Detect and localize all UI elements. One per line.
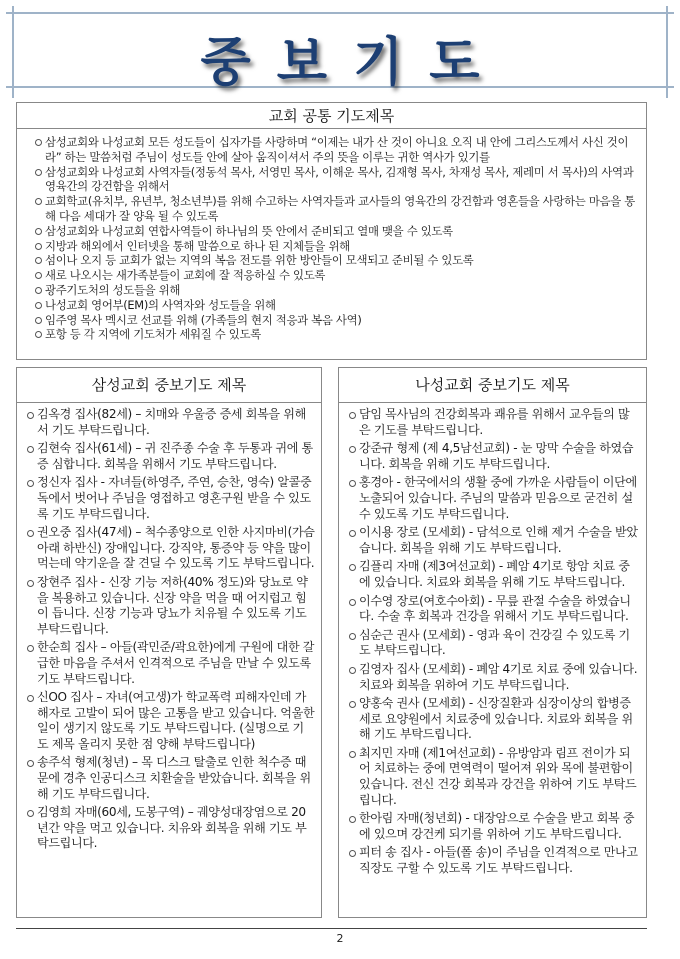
- common-prayer-list: [17, 129, 646, 342]
- list-item: 삼성교회와 나성교회 모든 성도들이 십자가를 사랑하며 “이제는 내가 산 것이 아니요 오직 내 안에 그리스도께서 사신 것이라” 하는 말씀처럼 주님이 성도들 안에 살아 움직이셔서 주의 뜻을 이루는 귀한 역사가 있기를: [35, 135, 636, 165]
- list-item: 지방과 해외에서 인터넷을 통해 말씀으로 하나 된 지체들을 위해: [35, 239, 636, 254]
- list-item: 피터 송 집사 - 아들(폴 송)이 주님을 인격적으로 만나고 직장도 구할 수 있도록 기도 부탁드립니다.: [349, 845, 640, 876]
- list-item: 송주석 형제(청년) – 목 디스크 탈출로 인한 척수증 때문에 경추 인공디스크 치환술을 받았습니다. 회복을 위해 기도 부탁드립니다.: [27, 755, 315, 802]
- list-item: 장현주 집사 - 신장 기능 저하(40% 정도)와 당뇨로 약을 복용하고 있습니다. 신장 약을 먹을 때 어지럽고 힘이 듭니다. 신장 기능과 당뇨가 치유될 수 있도록 기도 부탁드립니다.: [27, 575, 315, 637]
- list-item: 최지민 자매 (제1여선교회) - 유방암과 림프 전이가 되어 치료하는 중에 면역력이 떨어져 위와 목에 불편함이 있습니다. 전신 건강 회복과 강건을 위하여 기도 부탁드립니다.: [349, 746, 640, 808]
- samsung-prayer-list: [17, 403, 321, 852]
- title-banner: [6, 6, 674, 98]
- list-item: 새로 나오시는 새가족분들이 교회에 잘 적응하실 수 있도록: [35, 268, 636, 283]
- list-item: 권오중 집사(47세) – 척수종양으로 인한 사지마비(가슴 아래 하반신) 장애입니다. 강직약, 통증약 등 약을 많이 먹는데 약기운을 잘 견딜 수 있도록 기도 부탁드립니다.: [27, 525, 315, 572]
- list-item: 김영희 자매(60세, 도봉구역) – 궤양성대장염으로 20년간 약을 먹고 있습니다. 치유와 회복을 위해 기도 부탁드립니다.: [27, 805, 315, 852]
- nasung-prayer-heading: 나성교회 중보기도 제목: [339, 368, 646, 403]
- list-item: 광주기도처의 성도들을 위해: [35, 283, 636, 298]
- list-item: 한아림 자매(청년회) - 대장암으로 수술을 받고 회복 중에 있으며 강건케 되기를 위하여 기도 부탁드립니다.: [349, 811, 640, 842]
- list-item: 임주영 목사 멕시코 선교를 위해 (가족들의 현지 적응과 복음 사역): [35, 313, 636, 328]
- list-item: 한순희 집사 – 아들(곽민준/곽요한)에게 구원에 대한 갈급한 마음을 주셔서 인격적으로 주님을 만날 수 있도록 기도 부탁드립니다.: [27, 640, 315, 687]
- list-item: 삼성교회와 나성교회 사역자들(정동석 목사, 서영민 목사, 이해운 목사, 김재형 목사, 차재성 목사, 제레미 서 목사)의 사역과 영육간의 강건함을 위해서: [35, 165, 636, 195]
- list-item: 김영자 집사 (모세회) - 폐암 4기로 치료 중에 있습니다. 치료와 회복을 위하여 기도 부탁드립니다.: [349, 662, 640, 693]
- nasung-prayer-box: [338, 367, 647, 918]
- page-title: 중보기도: [200, 33, 506, 93]
- samsung-prayer-heading: 삼성교회 중보기도 제목: [17, 368, 321, 403]
- page-number: 2: [336, 932, 344, 945]
- list-item: 정신자 집사 - 자녀들(하영주, 주연, 승찬, 영숙) 알콜중독에서 벗어나 주님을 영접하고 영혼구원 받을 수 있도록 기도 부탁드립니다.: [27, 475, 315, 522]
- list-item: 담임 목사님의 건강회복과 쾌유를 위해서 교우들의 많은 기도를 부탁드립니다.: [349, 407, 640, 438]
- footer-divider: [16, 928, 647, 929]
- list-item: 김현숙 집사(61세) – 귀 진주종 수술 후 두통과 귀에 통증 심합니다. 회복을 위해서 기도 부탁드립니다.: [27, 441, 315, 472]
- list-item: 신OO 집사 – 자녀(여고생)가 학교폭력 피해자인데 가해자로 고발이 되어 많은 고통을 받고 있습니다. 억울한 일이 생기지 않도록 기도 부탁드립니다. (실명으로 기도 제목 올리지 못한 점 양해 부탁드립니다): [27, 690, 315, 752]
- list-item: 교회학교(유치부, 유년부, 청소년부)를 위해 수고하는 사역자들과 교사들의 영육간의 강건함과 영혼들을 사랑하는 마음을 통해 다음 세대가 잘 양육 될 수 있도록: [35, 194, 636, 224]
- list-item: 이시용 장로 (모세회) - 담석으로 인해 제거 수술을 받았습니다. 회복을 위해 기도 부탁드립니다.: [349, 525, 640, 556]
- list-item: 김옥경 집사(82세) – 치매와 우울증 증세 회복을 위해서 기도 부탁드립니다.: [27, 407, 315, 438]
- list-item: 이수영 장로(여호수아회) - 무릎 관절 수술을 하였습니다. 수술 후 회복과 건강을 위해서 기도 부탁드립니다.: [349, 594, 640, 625]
- list-item: 포항 등 각 지역에 기도처가 세워질 수 있도록: [35, 327, 636, 342]
- list-item: 강준규 형제 (제 4,5남선교회) - 눈 망막 수술을 하였습니다. 회복을 위해 기도 부탁드립니다.: [349, 441, 640, 472]
- nasung-prayer-list: [339, 403, 646, 877]
- common-prayer-heading: 교회 공통 기도제목: [17, 103, 646, 129]
- samsung-prayer-box: [16, 367, 322, 918]
- list-item: 홍경아 - 한국에서의 생활 중에 가까운 사람들이 이단에 노출되어 있습니다. 주님의 말씀과 믿음으로 굳건히 설 수 있도록 기도 부탁드립니다.: [349, 475, 640, 522]
- list-item: 김플리 자매 (제3여선교회) - 폐암 4기로 항암 치료 중에 있습니다. 치료와 회복을 위해 기도 부탁드립니다.: [349, 559, 640, 590]
- common-prayer-box: [16, 102, 647, 360]
- list-item: 양홍숙 권사 (모세회) - 신장질환과 심장이상의 합병증세로 요양원에서 치료중에 있습니다. 치료와 회복을 위해 기도 부탁드립니다.: [349, 696, 640, 743]
- list-item: 심순근 권사 (모세회) - 영과 육이 건강길 수 있도록 기도 부탁드립니다.: [349, 628, 640, 659]
- list-item: 섬이나 오지 등 교회가 없는 지역의 복음 전도를 위한 방안들이 모색되고 준비될 수 있도록: [35, 253, 636, 268]
- list-item: 나성교회 영어부(EM)의 사역자와 성도들을 위해: [35, 298, 636, 313]
- list-item: 삼성교회와 나성교회 연합사역들이 하나님의 뜻 안에서 준비되고 열매 맺을 수 있도록: [35, 224, 636, 239]
